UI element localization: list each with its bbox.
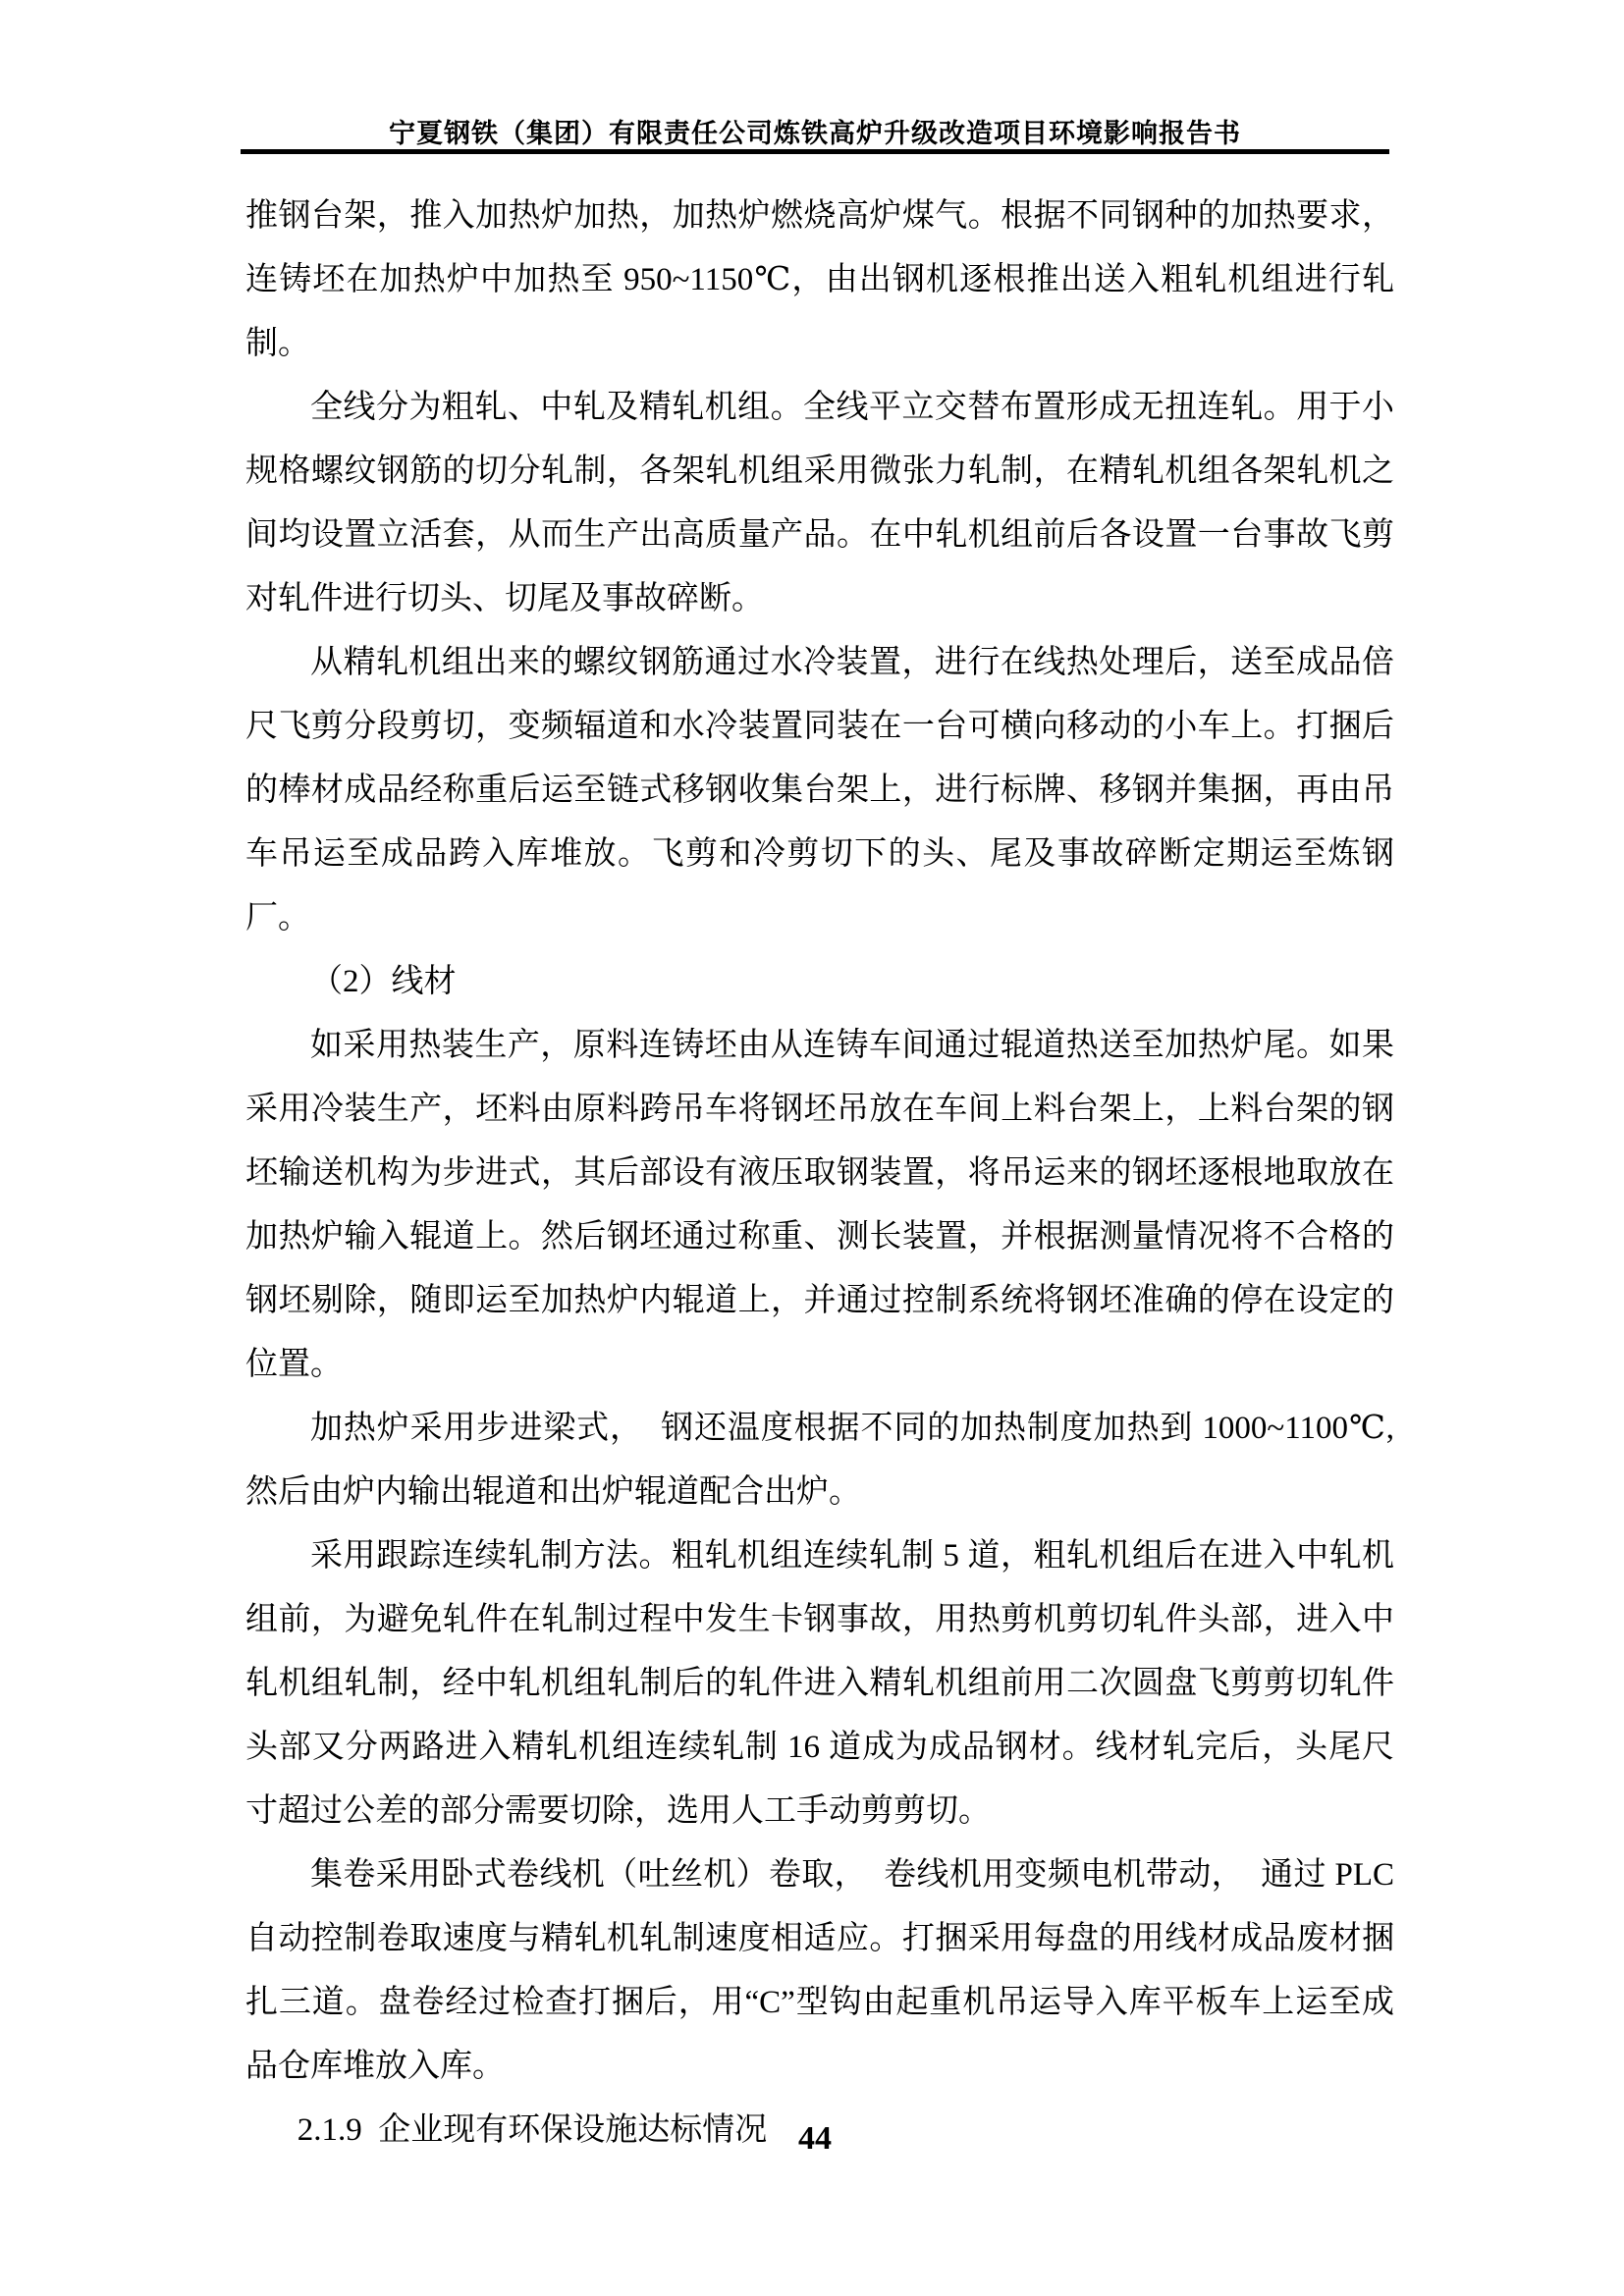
- paragraph: （2）线材: [310, 964, 457, 999]
- paragraph: 从精轧机组出来的螺纹钢筋通过水冷装置，进行在线热处理后，送至成品倍尺飞剪分段剪切，变频辐道和水冷装置同装在一台可横向移动的小车上。打捆后的棒材成品经称重后运至链式移钢收集台架上，进行标牌、移钢并集捆，再由吊车吊运至成品跨入库堆放。飞剪和冷剪切下的头、尾及事故碎断定期运至炼钢厂。: [245, 645, 1394, 935]
- page-number: 44: [798, 2120, 832, 2157]
- paragraph: 集卷采用卧式卷线机（吐丝机）卷取， 卷线机用变频电机带动， 通过 PLC 自动控制卷取速度与精轧机轧制速度相适应。打捆采用每盘的用线材成品废材捆扎三道。盘卷经过检查打捆后，用“C”型钩由起重机吊运导入库平板车上运至成品仓库堆放入库。: [245, 1857, 1403, 2084]
- running-header-title: 宁夏钢铁（集团）有限责任公司炼铁高炉升级改造项目环境影响报告书: [389, 119, 1241, 148]
- paragraph: 全线分为粗轧、中轧及精轧机组。全线平立交替布置形成无扭连轧。用于小规格螺纹钢筋的切分轧制，各架轧机组采用微张力轧制，在精轧机组各架轧机之间均设置立活套，从而生产出高质量产品。在中轧机组前后各设置一台事故飞剪对轧件进行切头、切尾及事故碎断。: [245, 390, 1394, 616]
- paragraph: 加热炉采用步进梁式， 钢还温度根据不同的加热制度加热到 1000~1100℃,然后由炉内输出辊道和出炉辊道配合出炉。: [245, 1411, 1394, 1510]
- paragraph: 采用跟踪连续轧制方法。粗轧机组连续轧制 5 道，粗轧机组后在进入中轧机组前，为避免轧件在轧制过程中发生卡钢事故，用热剪机剪切轧件头部，进入中轧机组轧制，经中轧机组轧制后的轧件进入精轧机组前用二次圆盘飞剪剪切轧件头部又分两路进入精轧机组连续轧制 16 道成为成品钢材。线材轧完后，头尾尺寸超过公差的部分需要切除，选用人工手动剪剪切。: [245, 1538, 1394, 1829]
- section-heading: 2.1.9 企业现有环保设施达标情况: [297, 2112, 768, 2148]
- paragraph: 推钢台架，推入加热炉加热，加热炉燃烧高炉煤气。根据不同钢种的加热要求，连铸坯在加热炉中加热至 950~1150℃，由出钢机逐根推出送入粗轧机组进行轧制。: [245, 198, 1394, 361]
- header-rule: [241, 149, 1389, 154]
- document-body: [245, 185, 1403, 2163]
- paragraph: 如采用热装生产，原料连铸坯由从连铸车间通过辊道热送至加热炉尾。如果采用冷装生产，坯料由原料跨吊车将钢坯吊放在车间上料台架上，上料台架的钢坯输送机构为步进式，其后部设有液压取钢装置，将吊运来的钢坯逐根地取放在加热炉输入辊道上。然后钢坯通过称重、测长装置，并根据测量情况将不合格的钢坯剔除，随即运至加热炉内辊道上，并通过控制系统将钢坯准确的停在设定的位置。: [245, 1028, 1394, 1382]
